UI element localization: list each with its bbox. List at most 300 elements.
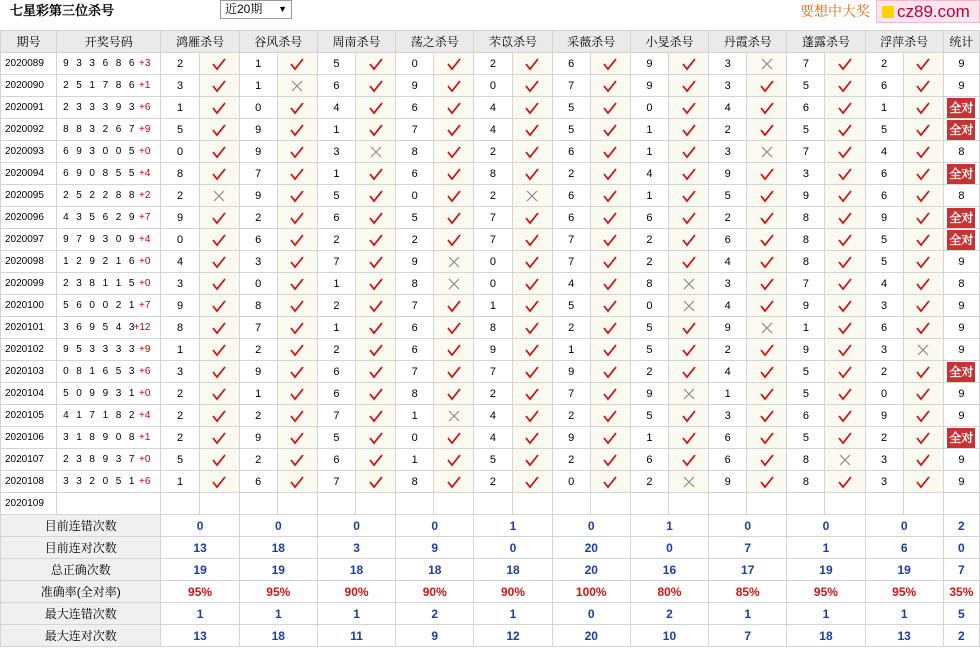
issue-cell: 2020107 (1, 449, 57, 471)
check-icon (277, 207, 317, 229)
check-icon (277, 471, 317, 493)
table-row (1, 53, 980, 75)
col-header-expert[interactable]: 小旻杀号 (630, 31, 708, 53)
cross-icon (668, 471, 708, 493)
draw-numbers: 9 3 3 6 8 6 (63, 58, 137, 69)
site-logo[interactable] (876, 0, 980, 23)
kill-value-cell: 2 (709, 207, 747, 229)
draw-numbers-cell (57, 141, 161, 163)
kill-value-cell: 9 (161, 295, 199, 317)
kill-value-cell: 7 (552, 251, 590, 273)
check-icon (277, 427, 317, 449)
check-icon (434, 317, 474, 339)
col-header-expert[interactable]: 周南杀号 (317, 31, 395, 53)
check-icon (747, 163, 787, 185)
check-icon (903, 141, 943, 163)
check-icon (277, 405, 317, 427)
check-icon (434, 229, 474, 251)
summary-stat: 35% (943, 581, 979, 603)
check-icon (277, 273, 317, 295)
draw-numbers-cell (57, 97, 161, 119)
kill-value-cell: 5 (552, 119, 590, 141)
summary-value: 1 (865, 603, 943, 625)
check-icon (356, 361, 396, 383)
kill-value-cell: 3 (787, 163, 825, 185)
kill-value-cell: 5 (787, 119, 825, 141)
kill-value-cell: 1 (630, 427, 668, 449)
kill-value-cell: 9 (239, 361, 277, 383)
check-icon (590, 427, 630, 449)
kill-value-cell: 6 (865, 185, 903, 207)
draw-diff: +9 (139, 344, 151, 355)
summary-value: 18 (474, 559, 552, 581)
check-icon (747, 361, 787, 383)
check-icon (747, 119, 787, 141)
kill-value-cell: 0 (161, 141, 199, 163)
summary-value: 19 (865, 559, 943, 581)
summary-value: 20 (552, 537, 630, 559)
draw-numbers-cell (57, 251, 161, 273)
kill-value-cell: 1 (474, 295, 512, 317)
table-row (1, 185, 980, 207)
summary-value: 0 (317, 515, 395, 537)
check-icon (903, 273, 943, 295)
check-icon (747, 405, 787, 427)
check-icon (668, 405, 708, 427)
col-header-numbers: 开奖号码 (57, 31, 161, 53)
kill-value-cell: 1 (396, 405, 434, 427)
kill-value-cell: 2 (474, 471, 512, 493)
kill-value-cell: 6 (630, 449, 668, 471)
table-row (1, 471, 980, 493)
kill-value-cell: 5 (865, 251, 903, 273)
cross-icon (747, 53, 787, 75)
kill-value-cell: 5 (552, 295, 590, 317)
current-kill-value: 7 (552, 493, 590, 515)
draw-numbers-cell (57, 405, 161, 427)
kill-value-cell: 3 (865, 339, 903, 361)
kill-value-cell: 2 (474, 53, 512, 75)
check-icon (590, 339, 630, 361)
kill-value-cell: 1 (317, 163, 355, 185)
kill-value-cell: 8 (161, 163, 199, 185)
col-header-expert[interactable]: 采薇杀号 (552, 31, 630, 53)
kill-value-cell: 1 (239, 53, 277, 75)
kill-value-cell: 7 (396, 119, 434, 141)
kill-value-cell: 9 (630, 383, 668, 405)
check-icon (668, 75, 708, 97)
all-correct-badge: 全对 (947, 428, 975, 448)
kill-value-cell: 2 (709, 119, 747, 141)
check-icon (825, 383, 865, 405)
check-icon (434, 207, 474, 229)
kill-value-cell: 8 (396, 273, 434, 295)
kill-value-cell: 9 (396, 251, 434, 273)
check-icon (668, 251, 708, 273)
summary-row (1, 581, 980, 603)
draw-numbers-cell (57, 119, 161, 141)
cross-icon (434, 251, 474, 273)
draw-diff: +0 (139, 454, 151, 465)
check-icon (825, 229, 865, 251)
kill-value-cell: 2 (161, 427, 199, 449)
draw-diff: +0 (139, 278, 151, 289)
kill-value-cell: 5 (865, 119, 903, 141)
check-icon (668, 141, 708, 163)
kill-value-cell: 4 (317, 97, 355, 119)
kill-value-cell: 3 (161, 273, 199, 295)
table-row (1, 163, 980, 185)
stat-cell: 9 (943, 75, 979, 97)
kill-value-cell: 6 (552, 53, 590, 75)
summary-value: 1 (161, 603, 239, 625)
draw-numbers-cell (57, 317, 161, 339)
summary-value: 1 (630, 515, 708, 537)
kill-value-cell: 1 (317, 119, 355, 141)
summary-value: 19 (787, 559, 865, 581)
draw-numbers-cell (57, 273, 161, 295)
stat-cell (943, 119, 979, 141)
check-icon (512, 449, 552, 471)
check-icon (199, 141, 239, 163)
kill-value-cell: 2 (161, 383, 199, 405)
check-icon (747, 207, 787, 229)
check-icon (512, 339, 552, 361)
draw-numbers: 5 6 0 0 2 1 (63, 300, 137, 311)
table-row (1, 75, 980, 97)
summary-value: 1 (787, 603, 865, 625)
stat-cell (943, 427, 979, 449)
check-icon (277, 53, 317, 75)
check-icon (668, 317, 708, 339)
summary-value: 9 (396, 537, 474, 559)
check-icon (590, 207, 630, 229)
draw-diff: +4 (139, 410, 151, 421)
check-icon (199, 163, 239, 185)
check-icon (512, 119, 552, 141)
check-icon (825, 53, 865, 75)
kill-value-cell: 0 (865, 383, 903, 405)
kill-value-cell: 7 (317, 471, 355, 493)
kill-value-cell: 0 (396, 427, 434, 449)
kill-value-cell: 6 (396, 317, 434, 339)
check-icon (512, 427, 552, 449)
kill-value-cell: 1 (161, 471, 199, 493)
kill-value-cell: 8 (396, 383, 434, 405)
current-kill-value: 2 (474, 493, 512, 515)
check-icon (590, 383, 630, 405)
current-stat-blank (943, 493, 979, 515)
check-icon (590, 53, 630, 75)
period-select-value: 近20期 (225, 2, 263, 16)
kill-value-cell: 7 (396, 295, 434, 317)
kill-value-cell: 6 (709, 229, 747, 251)
kill-value-cell: 2 (552, 449, 590, 471)
issue-cell: 2020094 (1, 163, 57, 185)
all-correct-badge: 全对 (947, 362, 975, 382)
kill-value-cell: 5 (787, 383, 825, 405)
summary-value: 18 (239, 537, 317, 559)
check-icon (277, 383, 317, 405)
check-icon (356, 273, 396, 295)
check-icon (512, 141, 552, 163)
kill-value-cell: 8 (161, 317, 199, 339)
cross-icon (356, 141, 396, 163)
check-icon (825, 141, 865, 163)
check-icon (747, 339, 787, 361)
kill-value-cell: 8 (474, 163, 512, 185)
draw-diff: +4 (139, 168, 151, 179)
summary-stat: 2 (943, 515, 979, 537)
check-icon (903, 383, 943, 405)
summary-value: 95% (865, 581, 943, 603)
kill-value-cell: 5 (161, 449, 199, 471)
check-icon (434, 449, 474, 471)
all-correct-badge: 全对 (947, 230, 975, 250)
check-icon (277, 295, 317, 317)
check-icon (277, 185, 317, 207)
check-icon (668, 427, 708, 449)
draw-numbers-cell (57, 295, 161, 317)
period-select[interactable] (220, 0, 292, 19)
kill-value-cell: 3 (239, 251, 277, 273)
summary-value: 19 (161, 559, 239, 581)
kill-value-cell: 6 (317, 449, 355, 471)
kill-value-cell: 6 (865, 163, 903, 185)
summary-value: 13 (161, 625, 239, 647)
current-kill-blank (434, 493, 474, 515)
check-icon (356, 427, 396, 449)
summary-value: 7 (709, 537, 787, 559)
col-header-expert[interactable]: 荡之杀号 (396, 31, 474, 53)
check-icon (434, 339, 474, 361)
check-icon (903, 427, 943, 449)
draw-diff: +0 (139, 256, 151, 267)
kill-value-cell: 2 (317, 229, 355, 251)
kill-value-cell: 9 (630, 53, 668, 75)
current-kill-blank (747, 493, 787, 515)
kill-value-cell: 9 (709, 317, 747, 339)
draw-numbers-cell (57, 449, 161, 471)
kill-value-cell: 2 (474, 383, 512, 405)
kill-value-cell: 9 (865, 207, 903, 229)
kill-value-cell: 5 (630, 317, 668, 339)
check-icon (512, 207, 552, 229)
cross-icon (277, 75, 317, 97)
check-icon (277, 317, 317, 339)
draw-diff: +3 (139, 58, 151, 69)
table-row (1, 229, 980, 251)
issue-cell: 2020095 (1, 185, 57, 207)
summary-stat: 7 (943, 559, 979, 581)
kill-value-cell: 0 (474, 251, 512, 273)
kill-value-cell: 1 (161, 97, 199, 119)
promo-text[interactable]: 要想中大奖 (800, 3, 870, 19)
kill-value-cell: 6 (396, 339, 434, 361)
kill-value-cell: 9 (239, 141, 277, 163)
check-icon (199, 361, 239, 383)
kill-value-cell: 9 (787, 339, 825, 361)
check-icon (434, 75, 474, 97)
stat-cell: 9 (943, 449, 979, 471)
draw-numbers-cell (57, 53, 161, 75)
kill-value-cell: 6 (317, 207, 355, 229)
col-header-expert[interactable]: 丹霞杀号 (709, 31, 787, 53)
check-icon (512, 317, 552, 339)
kill-value-cell: 9 (787, 185, 825, 207)
kill-value-cell: 3 (865, 449, 903, 471)
check-icon (668, 229, 708, 251)
kill-value-cell: 7 (552, 383, 590, 405)
check-icon (356, 163, 396, 185)
summary-value: 13 (865, 625, 943, 647)
kill-value-cell: 6 (317, 75, 355, 97)
check-icon (903, 53, 943, 75)
check-icon (590, 75, 630, 97)
kill-value-cell: 2 (630, 251, 668, 273)
issue-cell: 2020098 (1, 251, 57, 273)
issue-cell: 2020091 (1, 97, 57, 119)
summary-row (1, 537, 980, 559)
stat-cell (943, 207, 979, 229)
kill-value-cell: 7 (552, 75, 590, 97)
check-icon (199, 53, 239, 75)
check-icon (825, 185, 865, 207)
summary-value: 18 (317, 559, 395, 581)
summary-value: 0 (474, 537, 552, 559)
summary-value: 1 (474, 603, 552, 625)
kill-value-cell: 2 (865, 53, 903, 75)
check-icon (825, 295, 865, 317)
kill-value-cell: 9 (396, 75, 434, 97)
kill-value-cell: 7 (787, 141, 825, 163)
kill-value-cell: 2 (317, 295, 355, 317)
check-icon (356, 295, 396, 317)
stat-cell: 9 (943, 339, 979, 361)
summary-value: 90% (317, 581, 395, 603)
current-kill-value: 1 (787, 493, 825, 515)
draw-diff: +0 (139, 388, 151, 399)
col-header-stats: 统计 (943, 31, 979, 53)
kill-value-cell: 9 (552, 361, 590, 383)
kill-value-cell: 3 (161, 75, 199, 97)
kill-value-cell: 1 (787, 317, 825, 339)
kill-value-cell: 5 (630, 339, 668, 361)
kill-value-cell: 6 (709, 427, 747, 449)
check-icon (825, 405, 865, 427)
current-kill-value: 5 (709, 493, 747, 515)
col-header-expert[interactable]: 芣苡杀号 (474, 31, 552, 53)
kill-value-cell: 3 (161, 361, 199, 383)
kill-value-cell: 8 (787, 229, 825, 251)
check-icon (747, 383, 787, 405)
kill-value-cell: 3 (709, 75, 747, 97)
summary-value: 100% (552, 581, 630, 603)
draw-diff: +7 (139, 300, 151, 311)
check-icon (825, 427, 865, 449)
summary-value: 2 (396, 603, 474, 625)
kill-value-cell: 3 (709, 405, 747, 427)
check-icon (747, 251, 787, 273)
col-header-expert[interactable]: 浮萍杀号 (865, 31, 943, 53)
kill-value-cell: 3 (865, 295, 903, 317)
summary-stat: 2 (943, 625, 979, 647)
check-icon (590, 405, 630, 427)
summary-label: 目前连对次数 (1, 537, 161, 559)
kill-value-cell: 8 (396, 471, 434, 493)
stat-cell: 8 (943, 141, 979, 163)
kill-value-cell: 9 (161, 207, 199, 229)
stat-cell: 9 (943, 251, 979, 273)
kill-value-cell: 0 (396, 185, 434, 207)
issue-cell: 2020106 (1, 427, 57, 449)
kill-value-cell: 9 (709, 163, 747, 185)
kill-value-cell: 6 (317, 383, 355, 405)
kill-value-cell: 0 (161, 229, 199, 251)
check-icon (903, 75, 943, 97)
summary-value: 0 (787, 515, 865, 537)
kill-value-cell: 9 (630, 75, 668, 97)
summary-value: 17 (709, 559, 787, 581)
cross-icon (434, 273, 474, 295)
kill-value-cell: 4 (552, 273, 590, 295)
kill-value-cell: 2 (239, 339, 277, 361)
issue-cell: 2020108 (1, 471, 57, 493)
cross-icon (199, 185, 239, 207)
kill-value-cell: 9 (865, 405, 903, 427)
check-icon (903, 97, 943, 119)
draw-numbers: 2 3 3 3 9 3 (63, 102, 137, 113)
issue-cell: 2020103 (1, 361, 57, 383)
check-icon (356, 471, 396, 493)
check-icon (590, 141, 630, 163)
draw-numbers: 8 8 3 2 6 7 (63, 124, 137, 135)
col-header-expert[interactable]: 谷风杀号 (239, 31, 317, 53)
check-icon (356, 229, 396, 251)
issue-cell: 2020089 (1, 53, 57, 75)
check-icon (434, 383, 474, 405)
issue-cell: 2020097 (1, 229, 57, 251)
summary-value: 0 (161, 515, 239, 537)
summary-value: 0 (239, 515, 317, 537)
kill-value-cell: 2 (161, 405, 199, 427)
check-icon (277, 229, 317, 251)
issue-cell: 2020093 (1, 141, 57, 163)
stat-cell: 9 (943, 53, 979, 75)
issue-cell: 2020096 (1, 207, 57, 229)
kill-value-cell: 6 (630, 207, 668, 229)
col-header-expert[interactable]: 鸿雁杀号 (161, 31, 239, 53)
kill-value-cell: 2 (630, 361, 668, 383)
issue-cell: 2020100 (1, 295, 57, 317)
check-icon (199, 251, 239, 273)
stat-cell: 9 (943, 295, 979, 317)
kill-value-cell: 0 (630, 97, 668, 119)
draw-numbers: 3 6 9 5 4 3 (63, 322, 137, 333)
summary-value: 1 (317, 603, 395, 625)
all-correct-badge: 全对 (947, 164, 975, 184)
kill-value-cell: 6 (552, 185, 590, 207)
kill-value-cell: 4 (474, 427, 512, 449)
check-icon (590, 251, 630, 273)
col-header-expert[interactable]: 蓬露杀号 (787, 31, 865, 53)
check-icon (434, 361, 474, 383)
kill-value-cell: 5 (396, 207, 434, 229)
check-icon (590, 471, 630, 493)
draw-numbers-cell (57, 163, 161, 185)
check-icon (590, 97, 630, 119)
summary-value: 90% (474, 581, 552, 603)
